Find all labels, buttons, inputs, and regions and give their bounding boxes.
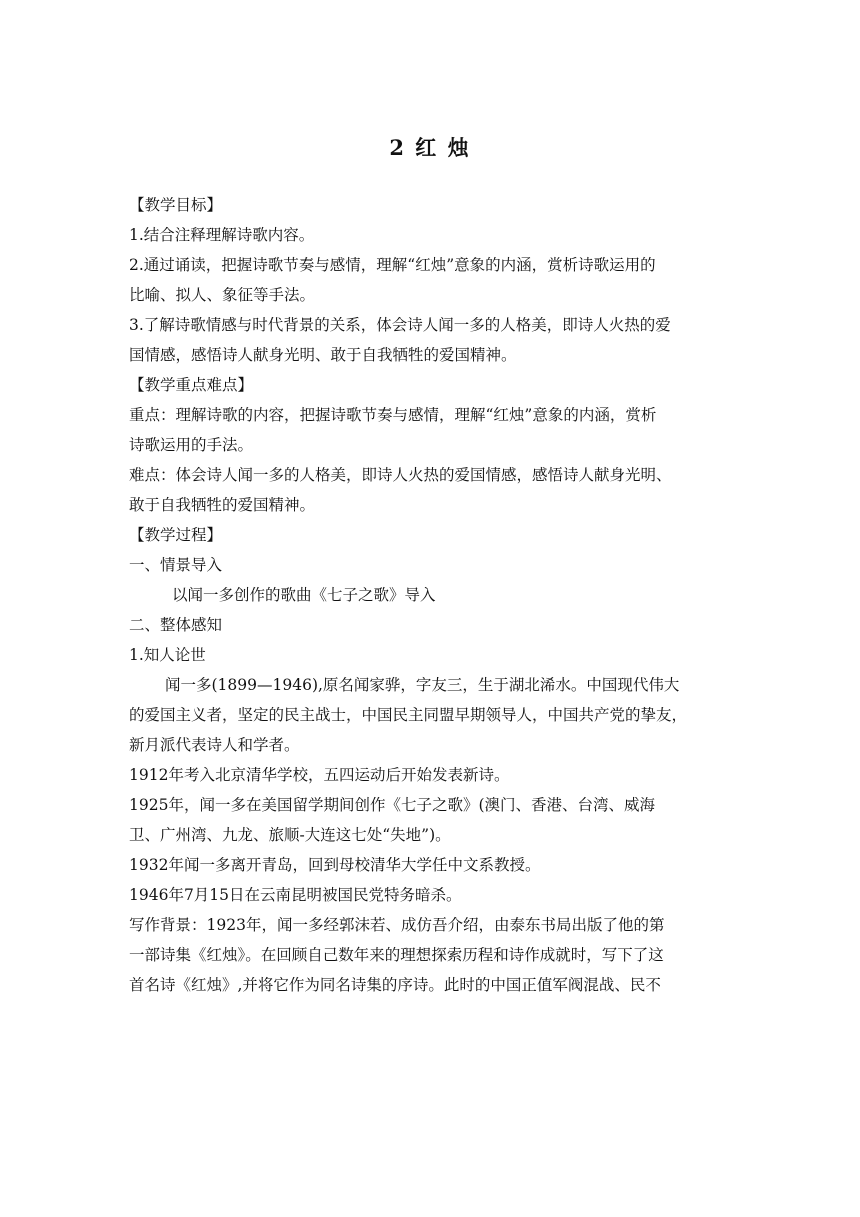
key-point-line-1: 重点：理解诗歌的内容，把握诗歌节奏与感情，理解“红烛”意象的内涵，赏析 [129,406,657,424]
background-line-1: 写作背景：1923年，闻一多经郭沫若、成仿吾介绍，由泰东书局出版了他的第 [129,916,665,934]
timeline-1912: 1912年考入北京清华学校，五四运动后开始发表新诗。 [129,766,510,784]
background-line-3: 首名诗《红烛》,并将它作为同名诗集的序诗。此时的中国正值军阀混战、民不 [129,976,661,994]
section-2-heading: 二、整体感知 [129,616,223,634]
goal-2-line-1: 2.通过诵读，把握诗歌节奏与感情，理解“红烛”意象的内涵，赏析诗歌运用的 [129,256,656,274]
heading-teaching-goals: 【教学目标】 [129,196,223,214]
difficult-point-line-2: 敢于自我牺牲的爱国精神。 [129,496,316,514]
heading-teaching-process: 【教学过程】 [129,526,223,544]
bio-line-3: 新月派代表诗人和学者。 [129,736,300,754]
subsection-1-heading: 1.知人论世 [129,646,206,664]
section-1-heading: 一、情景导入 [129,556,223,574]
document-body [129,190,741,1000]
heading-key-difficult-points: 【教学重点难点】 [129,376,254,394]
goal-1: 1.结合注释理解诗歌内容。 [129,226,315,244]
page-title: 2 红 烛 [389,135,471,160]
goal-3-line-2: 国情感，感悟诗人献身光明、敢于自我牺牲的爱国精神。 [129,346,517,364]
goal-2-line-2: 比喻、拟人、象征等手法。 [129,286,316,304]
bio-line-2: 的爱国主义者，坚定的民主战士，中国民主同盟早期领导人，中国共产党的挚友， [129,706,688,724]
difficult-point-line-1: 难点：体会诗人闻一多的人格美，即诗人火热的爱国情感，感悟诗人献身光明、 [129,466,672,484]
background-line-2: 一部诗集《红烛》。在回顾自己数年来的理想探索历程和诗作成就时，写下了这 [129,946,664,964]
timeline-1925-line-2: 卫、广州湾、九龙、旅顺-大连这七处“失地”)。 [129,826,451,844]
section-1-text: 以闻一多创作的歌曲《七子之歌》导入 [172,586,436,604]
bio-line-1: 闻一多(1899—1946),原名闻家骅，字友三，生于湖北浠水。中国现代伟大 [165,676,680,694]
timeline-1925-line-1: 1925年，闻一多在美国留学期间创作《七子之歌》(澳门、香港、台湾、威海 [129,796,655,814]
goal-3-line-1: 3.了解诗歌情感与时代背景的关系，体会诗人闻一多的人格美，即诗人火热的爱 [129,316,671,334]
timeline-1932: 1932年闻一多离开青岛，回到母校清华大学任中文系教授。 [129,856,541,874]
timeline-1946: 1946年7月15日在云南昆明被国民党特务暗杀。 [129,886,462,904]
key-point-line-2: 诗歌运用的手法。 [129,436,254,454]
